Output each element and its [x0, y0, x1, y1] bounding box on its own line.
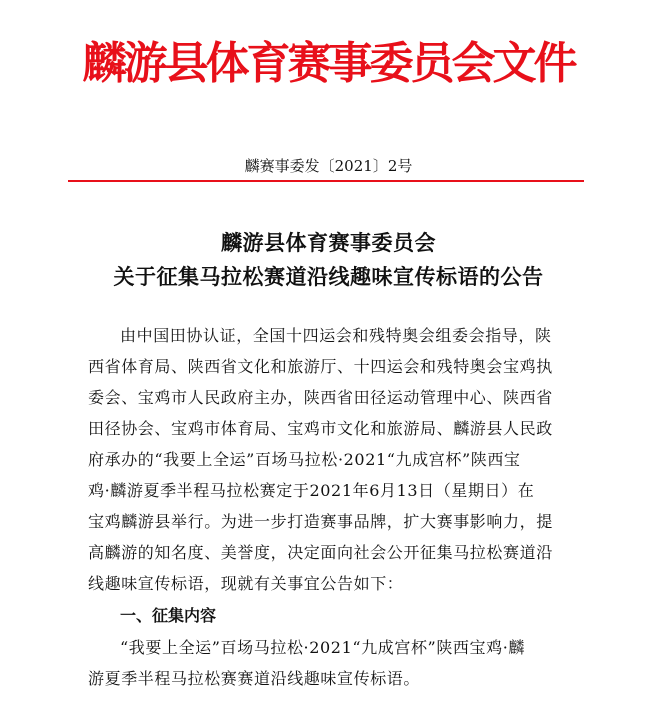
document-org-title: 麟游县体育赛事委员会文件: [82, 38, 575, 89]
body-line: 宝鸡麟游县举行。为进一步打造赛事品牌，扩大赛事影响力，提: [88, 512, 553, 531]
announcement-title-line-1: 麟游县体育赛事委员会: [221, 230, 436, 255]
body-line: 委会、宝鸡市人民政府主办，陕西省田径运动管理中心、陕西省: [88, 388, 553, 407]
announcement-title-line-2: 关于征集马拉松赛道沿线趣味宣传标语的公告: [113, 264, 544, 289]
body-line: 府承办的“我要上全运”百场马拉松·2021“九成宫杯”陕西宝: [88, 450, 521, 469]
body-line: 鸡·麟游夏季半程马拉松赛定于2021年6月13日（星期日）在: [88, 481, 535, 500]
body-line: 游夏季半程马拉松赛赛道沿线趣味宣传标语。: [88, 669, 421, 688]
body-line: 高麟游的知名度、美誉度，决定面向社会公开征集马拉松赛道沿: [88, 543, 553, 562]
document-number: 麟赛事委发〔2021〕2号: [244, 157, 413, 175]
section-heading-collection-content: 一、征集内容: [120, 606, 217, 625]
body-line: “我要上全运”百场马拉松·2021“九成宫杯”陕西宝鸡·麟: [120, 638, 526, 657]
body-line: 田径协会、宝鸡市体育局、宝鸡市文化和旅游局、麟游县人民政: [88, 419, 553, 438]
body-line: 西省体育局、陕西省文化和旅游厅、十四运会和残特奥会宝鸡执: [88, 357, 553, 376]
red-divider-rule: [68, 180, 584, 182]
body-line: 线趣味宣传标语，现就有关事宜公告如下：: [88, 574, 404, 593]
body-line: 由中国田协认证，全国十四运会和残特奥会组委会指导，陕: [120, 326, 552, 345]
